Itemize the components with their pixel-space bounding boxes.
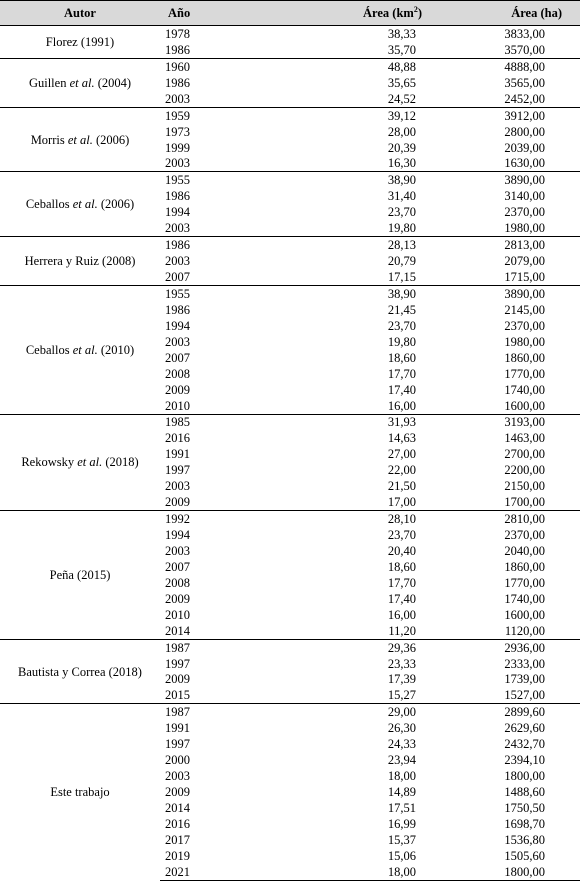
area-km2-cell: 35,65 [387,75,416,90]
author-name-part: (2006) [97,197,135,212]
area-ha-cell: 1860,00 [504,559,545,574]
area-ha-cell: 1740,00 [504,382,545,397]
year-cell: 1986 [165,42,190,57]
author-name-part: Peña (2015) [49,567,111,582]
year-cell: 2007 [165,559,190,574]
year-cell: 1997 [165,737,190,752]
area-ha-cell: 3833,00 [430,26,580,42]
area-km2-cell: 14,63 [387,431,416,446]
author-name-part: Ceballos [25,197,73,212]
year-cell: 1986 [165,302,190,317]
area-ha-cell: 1980,00 [504,221,545,236]
area-km2-cell: 11,20 [388,623,416,638]
area-ha-cell: 1770,00 [504,575,545,590]
area-km2-cell: 23,94 [387,753,416,768]
area-km2-cell: 18,60 [387,350,416,365]
area-ha-cell: 2200,00 [504,463,545,478]
area-km2-cell: 27,00 [387,447,416,462]
author-name-part: Rekowsky [21,455,78,470]
area-ha-cell: 3890,00 [430,286,580,302]
year-cell: 1994 [165,528,190,543]
year-cell: 2003 [165,254,190,269]
area-ha-cell: 2452,00 [504,91,545,106]
author-et-al: et al. [67,132,93,147]
year-cell: 2017 [165,832,190,847]
year-cell: 1955 [160,172,265,188]
area-ha-cell: 1770,00 [504,366,545,381]
area-ha-cell: 2629,60 [504,721,545,736]
year-cell: 1986 [160,237,265,253]
area-km2-cell: 38,90 [265,172,430,188]
area-km2-cell: 20,40 [387,543,416,558]
area-km2-cell: 29,00 [265,704,430,720]
year-cell: 1994 [165,205,190,220]
area-ha-cell: 1505,60 [504,848,545,863]
author-cell [0,639,160,704]
author-name-part: Guillen [28,75,70,90]
table-row [0,237,580,253]
year-cell: 1986 [165,75,190,90]
area-km2-cell: 14,89 [387,785,416,800]
area-ha-cell: 1739,00 [504,672,545,687]
year-cell: 1973 [165,124,190,139]
year-cell: 1986 [165,189,190,204]
year-cell: 1997 [165,463,190,478]
area-ha-cell: 2432,70 [504,737,545,752]
year-cell: 2003 [165,479,190,494]
year-cell: 2019 [165,848,190,863]
area-km2-cell: 16,99 [387,816,416,831]
table-body [0,26,580,881]
year-cell: 1994 [165,318,190,333]
area-km2-cell: 17,00 [387,495,416,510]
year-cell: 1991 [165,447,190,462]
area-ha-cell: 1600,00 [504,398,545,413]
year-cell: 2009 [165,382,190,397]
year-cell: 2009 [165,785,190,800]
table-row [0,107,580,123]
year-cell: 1991 [165,721,190,736]
author-et-al: et al. [72,342,98,357]
area-ha-cell: 1527,00 [504,688,545,703]
header-row [0,1,580,26]
area-ha-cell: 2899,60 [430,704,580,720]
area-ha-cell: 1800,00 [430,864,580,880]
area-ha-cell: 2370,00 [504,205,545,220]
area-ha-cell: 2810,00 [430,511,580,527]
year-cell: 2021 [160,864,265,880]
year-cell: 1959 [160,107,265,123]
year-cell: 1978 [160,26,265,42]
area-ha-cell: 1740,00 [504,591,545,606]
area-km2-cell: 29,36 [265,639,430,655]
author-name-part: (2010) [97,342,135,357]
area-ha-cell: 3565,00 [504,75,545,90]
year-cell: 2014 [165,623,190,638]
area-km2-cell: 20,79 [387,254,416,269]
year-cell: 2010 [165,607,190,622]
author-cell [0,511,160,640]
area-km2-cell: 15,27 [387,688,416,703]
area-ha-cell: 1980,00 [504,334,545,349]
year-cell: 2010 [165,398,190,413]
area-ha-cell: 2394,10 [504,753,545,768]
header-area-km2 [265,1,430,26]
area-ha-cell: 1860,00 [504,350,545,365]
header-area-ha: Área (ha) [430,1,580,26]
area-ha-cell: 2145,00 [504,302,545,317]
area-ha-cell: 1630,00 [504,156,545,171]
year-cell: 2007 [165,270,190,285]
area-km2-cell: 28,00 [387,124,416,139]
table-header [0,1,580,26]
area-km2-cell: 39,12 [265,107,430,123]
header-anio: Año [160,1,265,26]
area-ha-cell: 1715,00 [504,270,545,285]
area-km2-cell: 20,39 [387,140,416,155]
area-ha-cell: 2039,00 [504,140,545,155]
area-km2-cell: 17,70 [387,575,416,590]
area-ha-cell: 1698,70 [504,816,545,831]
area-ha-cell: 3140,00 [504,189,545,204]
author-name-part: Este trabajo [50,785,110,800]
area-ha-cell: 3570,00 [504,42,545,57]
author-name-part: (2006) [92,132,130,147]
year-cell: 2008 [165,366,190,381]
area-ha-cell: 3890,00 [430,172,580,188]
area-ha-cell: 1600,00 [504,607,545,622]
author-cell [0,237,160,286]
year-cell: 2016 [165,816,190,831]
area-ha-cell: 2079,00 [504,254,545,269]
area-km2-cell: 28,10 [265,511,430,527]
author-cell [0,414,160,511]
area-km2-cell: 38,33 [265,26,430,42]
area-ha-cell: 1750,50 [504,800,545,815]
area-ha-cell: 2150,00 [504,479,545,494]
author-name-part: Bautista y Correa (2018) [18,664,142,679]
table-row [0,58,580,74]
area-km2-cell: 17,70 [387,366,416,381]
author-cell [0,704,160,880]
year-cell: 2003 [165,334,190,349]
header-autor: Autor [0,1,160,26]
area-km2-cell: 16,00 [387,398,416,413]
area-ha-cell: 1800,00 [504,769,545,784]
year-cell: 1987 [160,704,265,720]
area-km2-cell: 24,33 [387,737,416,752]
area-ha-cell: 1120,00 [504,623,545,638]
year-cell: 1992 [160,511,265,527]
area-km2-cell: 22,00 [387,463,416,478]
author-cell [0,172,160,237]
author-name-part: (2004) [94,75,132,90]
area-km2-cell: 15,37 [387,832,416,847]
author-et-al: et al. [72,197,98,212]
area-km2-cell: 21,45 [387,302,416,317]
author-name-part: Florez (1991) [45,34,115,49]
author-name-part: Ceballos [25,342,73,357]
year-cell: 1985 [160,414,265,430]
author-et-al: et al. [77,455,103,470]
table-row [0,414,580,430]
area-km2-cell: 18,00 [265,864,430,880]
table-row [0,172,580,188]
table-row [0,511,580,527]
area-km2-cell: 24,52 [387,91,416,106]
area-ha-cell: 3912,00 [430,107,580,123]
area-ha-cell: 1463,00 [504,431,545,446]
area-km2-cell: 19,80 [387,334,416,349]
year-cell: 2008 [165,575,190,590]
area-ha-cell: 2700,00 [504,447,545,462]
author-cell [0,26,160,59]
year-cell: 2014 [165,800,190,815]
area-km2-cell: 17,15 [387,270,416,285]
area-km2-cell: 31,40 [387,189,416,204]
area-ha-cell: 3193,00 [430,414,580,430]
area-ha-cell: 1488,60 [504,785,545,800]
table-row [0,639,580,655]
year-cell: 2009 [165,495,190,510]
area-km2-cell: 15,06 [387,848,416,863]
table-row [0,286,580,302]
area-km2-cell: 23,70 [387,528,416,543]
year-cell: 1960 [160,58,265,74]
table-row [0,26,580,42]
year-cell: 1987 [160,639,265,655]
area-km2-cell: 17,51 [387,800,416,815]
area-km2-cell: 31,93 [265,414,430,430]
year-cell: 2003 [165,543,190,558]
area-km2-cell: 16,30 [387,156,416,171]
area-km2-cell: 26,30 [387,721,416,736]
author-cell [0,286,160,415]
area-ha-cell: 1700,00 [504,495,545,510]
area-ha-cell: 2370,00 [504,528,545,543]
year-cell: 2016 [165,431,190,446]
area-km2-cell: 17,39 [387,672,416,687]
year-cell: 2007 [165,350,190,365]
area-ha-cell: 2800,00 [504,124,545,139]
area-km2-cell: 23,33 [387,656,416,671]
author-name-part: Morris [30,132,68,147]
year-cell: 2000 [165,753,190,768]
area-ha-cell: 2936,00 [430,639,580,655]
area-km2-cell: 35,70 [387,42,416,57]
area-ha-cell: 4888,00 [430,58,580,74]
year-cell: 2003 [165,91,190,106]
header-area-km2-exponent: 2 [413,4,418,14]
area-km2-cell: 28,13 [265,237,430,253]
author-cell [0,58,160,107]
area-km2-cell: 23,70 [387,318,416,333]
year-cell: 1997 [165,656,190,671]
author-cell [0,107,160,172]
area-km2-cell: 21,50 [387,479,416,494]
author-name-part: (2018) [102,455,139,470]
header-area-km2-close: ) [417,6,422,21]
table-row [0,704,580,720]
area-km2-cell: 38,90 [265,286,430,302]
area-km2-cell: 23,70 [387,205,416,220]
area-ha-cell: 2370,00 [504,318,545,333]
author-et-al: et al. [69,75,95,90]
author-name-part: Herrera y Ruiz (2008) [24,254,136,269]
year-cell: 1955 [160,286,265,302]
area-ha-cell: 2333,00 [504,656,545,671]
area-km2-cell: 18,60 [387,559,416,574]
area-ha-cell: 2813,00 [430,237,580,253]
area-km2-cell: 19,80 [387,221,416,236]
year-cell: 2009 [165,591,190,606]
area-ha-cell: 1536,80 [504,832,545,847]
area-km2-cell: 16,00 [387,607,416,622]
area-km2-cell: 17,40 [387,382,416,397]
year-cell: 2015 [165,688,190,703]
area-km2-cell: 18,00 [387,769,416,784]
year-cell: 2003 [165,221,190,236]
year-cell: 2003 [165,769,190,784]
year-cell: 1999 [165,140,190,155]
header-area-km2-text: Área (km [363,6,414,21]
year-cell: 2009 [165,672,190,687]
area-km2-cell: 17,40 [387,591,416,606]
year-cell: 2003 [165,156,190,171]
area-km2-cell: 48,88 [265,58,430,74]
area-ha-cell: 2040,00 [504,543,545,558]
